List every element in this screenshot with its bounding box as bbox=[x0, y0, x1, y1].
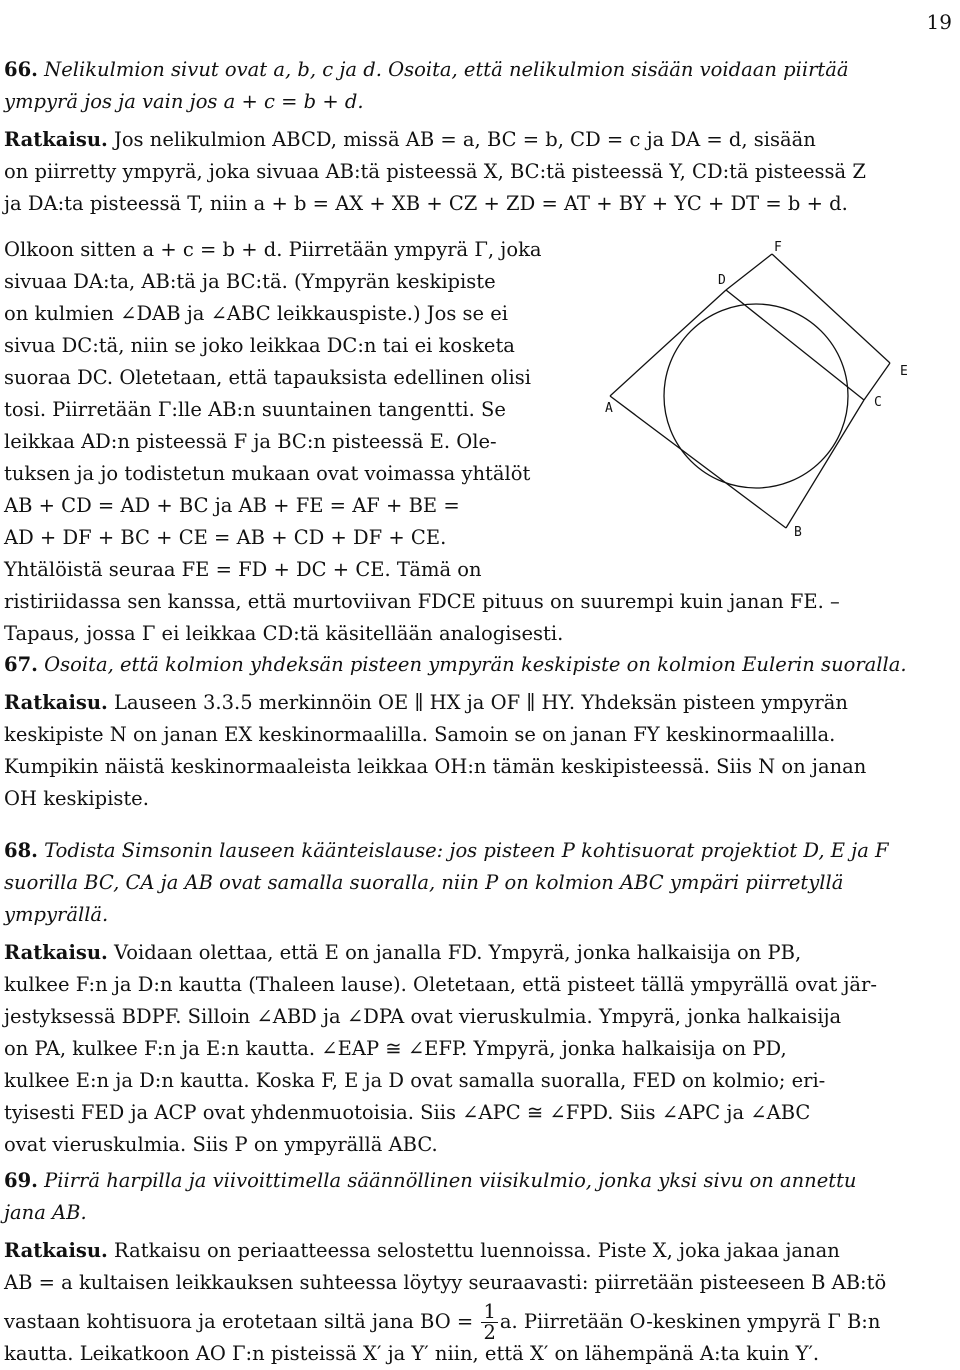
fraction-numerator: 1 bbox=[483, 1300, 496, 1323]
problem-68-solution-line-3: jestyksessä BDPF. Silloin ∠ABD ja ∠DPA ovat vieruskulmia. Ympyrä, jonka halkaisija bbox=[4, 1005, 842, 1028]
page-number: 19 bbox=[926, 10, 952, 34]
problem-66-solution-line-16: Tapaus, jossa Γ ei leikkaa CD:tä käsitellään analogisesti. bbox=[4, 622, 564, 645]
incircle-gamma bbox=[664, 304, 848, 488]
label-b: B bbox=[794, 525, 802, 540]
fraction-denominator: 2 bbox=[483, 1321, 496, 1344]
problem-66-statement-line-1 bbox=[4, 54, 956, 86]
solution-label: Ratkaisu. bbox=[4, 691, 108, 714]
label-c: C bbox=[874, 395, 882, 410]
segment-ab bbox=[610, 396, 786, 528]
solution-label: Ratkaisu. bbox=[4, 128, 108, 151]
problem-66-solution-line-11: tuksen ja jo todistetun mukaan ovat voimassa yhtälöt bbox=[4, 462, 531, 485]
problem-number: 68. bbox=[4, 839, 38, 862]
problem-number: 66. bbox=[4, 58, 38, 81]
problem-66-solution-line-3: ja DA:ta pisteessä T, niin a + b = AX + XB + CZ + ZD = AT + BY + YC + DT = b + d. bbox=[4, 192, 848, 215]
problem-66-solution-line-10: leikkaa AD:n pisteessä F ja BC:n pisteessä E. Ole- bbox=[4, 430, 497, 453]
figure-svg bbox=[600, 238, 930, 548]
problem-statement: Osoita, että kolmion yhdeksän pisteen ympyrän keskipiste on kolmion Eulerin suoralla. bbox=[44, 653, 907, 676]
problem-66-solution-line-14: Yhtälöistä seuraa FE = FD + DC + CE. Tämä on bbox=[4, 558, 482, 581]
problem-66-solution-line-13: AD + DF + BC + CE = AB + CD + DF + CE. bbox=[4, 526, 447, 549]
problem-68-statement-line-2: suorilla BC, CA ja AB ovat samalla suoralla, niin P on kolmion ABC ympäri piirretyllä bbox=[4, 871, 844, 894]
segment-bc bbox=[786, 400, 864, 528]
problem-69-statement-line-1 bbox=[4, 1165, 956, 1197]
problem-68-solution-line-2: kulkee F:n ja D:n kautta (Thaleen lause). Oletetaan, että pisteet tällä ympyrällä ovat jär- bbox=[4, 973, 877, 996]
solution-text: Voidaan olettaa, että E on janalla FD. Ympyrä, jonka halkaisija on PB, bbox=[114, 941, 802, 964]
fraction-one-half bbox=[481, 1302, 497, 1343]
problem-66-solution-line-6: on kulmien ∠DAB ja ∠ABC leikkauspiste.) Jos se ei bbox=[4, 302, 509, 325]
problem-68-solution-line-6: tyisesti FED ja ACP ovat yhdenmuotoisia. Siis ∠APC ≅ ∠FPD. Siis ∠APC ja ∠ABC bbox=[4, 1101, 811, 1124]
problem-68-statement-line-3: ympyrällä. bbox=[4, 903, 109, 926]
solution-text: a. Piirretään O-keskinen ympyrä Γ B:n bbox=[499, 1310, 881, 1333]
problem-66-solution-line-9: tosi. Piirretään Γ:lle AB:n suuntainen tangentti. Se bbox=[4, 398, 506, 421]
problem-69-solution-line-4: kautta. Leikatkoon AO Γ:n pisteissä X′ ja Y′ niin, että X′ on lähempänä A:ta kuin Y′. bbox=[4, 1342, 820, 1365]
label-d: D bbox=[718, 273, 726, 288]
label-f: F bbox=[774, 240, 782, 255]
problem-number: 67. bbox=[4, 653, 38, 676]
solution-label: Ratkaisu. bbox=[4, 941, 108, 964]
problem-statement: Piirrä harpilla ja viivoittimella säännöllinen viisikulmio, jonka yksi sivu on annettu bbox=[44, 1169, 857, 1192]
problem-66-statement-line-2: ympyrä jos ja vain jos a + c = b + d. bbox=[4, 90, 364, 113]
solution-text: Jos nelikulmion ABCD, missä AB = a, BC = b, CD = c ja DA = d, sisään bbox=[114, 128, 816, 151]
problem-67-solution-line-2: keskipiste N on janan EX keskinormaalilla. Samoin se on janan FY keskinormaalilla. bbox=[4, 723, 836, 746]
solution-text: Ratkaisu on periaatteessa selostettu luennoissa. Piste X, joka jakaa janan bbox=[114, 1239, 840, 1262]
segment-cd bbox=[726, 290, 864, 400]
problem-66-solution-line-4: Olkoon sitten a + c = b + d. Piirretään ympyrä Γ, joka bbox=[4, 238, 542, 261]
problem-68-statement-line-1 bbox=[4, 835, 956, 867]
label-e: E bbox=[900, 364, 908, 379]
segment-fe bbox=[772, 254, 890, 363]
label-a: A bbox=[605, 401, 613, 416]
problem-66-solution-line-8: suoraa DC. Oletetaan, että tapauksista edellinen olisi bbox=[4, 366, 531, 389]
problem-69-solution-line-1 bbox=[4, 1235, 956, 1267]
problem-statement: Nelikulmion sivut ovat a, b, c ja d. Osoita, että nelikulmion sisään voidaan piirtää bbox=[44, 58, 849, 81]
problem-69-statement-line-2: jana AB. bbox=[4, 1201, 87, 1224]
quadrilateral-figure bbox=[600, 238, 930, 548]
problem-69-solution-line-2: AB = a kultaisen leikkauksen suhteessa löytyy seuraavasti: piirretään pisteeseen B AB:tö bbox=[4, 1271, 887, 1294]
problem-66-solution-line-15: ristiriidassa sen kanssa, että murtoviivan FDCE pituus on suurempi kuin janan FE. – bbox=[4, 590, 840, 613]
problem-67-solution-line-1 bbox=[4, 687, 956, 719]
solution-label: Ratkaisu. bbox=[4, 1239, 108, 1262]
problem-68-solution-line-4: on PA, kulkee F:n ja E:n kautta. ∠EAP ≅ ∠EFP. Ympyrä, jonka halkaisija on PD, bbox=[4, 1037, 787, 1060]
problem-66-solution-line-2: on piirretty ympyrä, joka sivuaa AB:tä pisteessä X, BC:tä pisteessä Y, CD:tä pisteessä Z bbox=[4, 160, 866, 183]
segment-da bbox=[610, 290, 726, 396]
problem-66-solution-line-1 bbox=[4, 124, 956, 156]
problem-67-statement bbox=[4, 649, 956, 681]
problem-68-solution-line-5: kulkee E:n ja D:n kautta. Koska F, E ja D ovat samalla suoralla, FED on kolmio; eri- bbox=[4, 1069, 826, 1092]
segment-df bbox=[726, 254, 772, 290]
problem-68-solution-line-7: ovat vieruskulmia. Siis P on ympyrällä ABC. bbox=[4, 1133, 438, 1156]
problem-67-solution-line-3: Kumpikin näistä keskinormaaleista leikkaa OH:n tämän keskipisteessä. Siis N on janan bbox=[4, 755, 867, 778]
problem-number: 69. bbox=[4, 1169, 38, 1192]
solution-text: vastaan kohtisuora ja erotetaan siltä jana BO = bbox=[4, 1310, 474, 1333]
problem-68-solution-line-1 bbox=[4, 937, 956, 969]
problem-67-solution-line-4: OH keskipiste. bbox=[4, 787, 149, 810]
problem-66-solution-line-5: sivuaa DA:ta, AB:tä ja BC:tä. (Ympyrän keskipiste bbox=[4, 270, 496, 293]
solution-text: Lauseen 3.3.5 merkinnöin OE ∥ HX ja OF ∥ HY. Yhdeksän pisteen ympyrän bbox=[114, 691, 848, 714]
problem-66-solution-line-7: sivua DC:tä, niin se joko leikkaa DC:n tai ei kosketa bbox=[4, 334, 515, 357]
problem-statement: Todista Simsonin lauseen käänteislause: jos pisteen P kohtisuorat projektiot D, E ja F bbox=[44, 839, 889, 862]
problem-66-solution-line-12: AB + CD = AD + BC ja AB + FE = AF + BE = bbox=[4, 494, 460, 517]
